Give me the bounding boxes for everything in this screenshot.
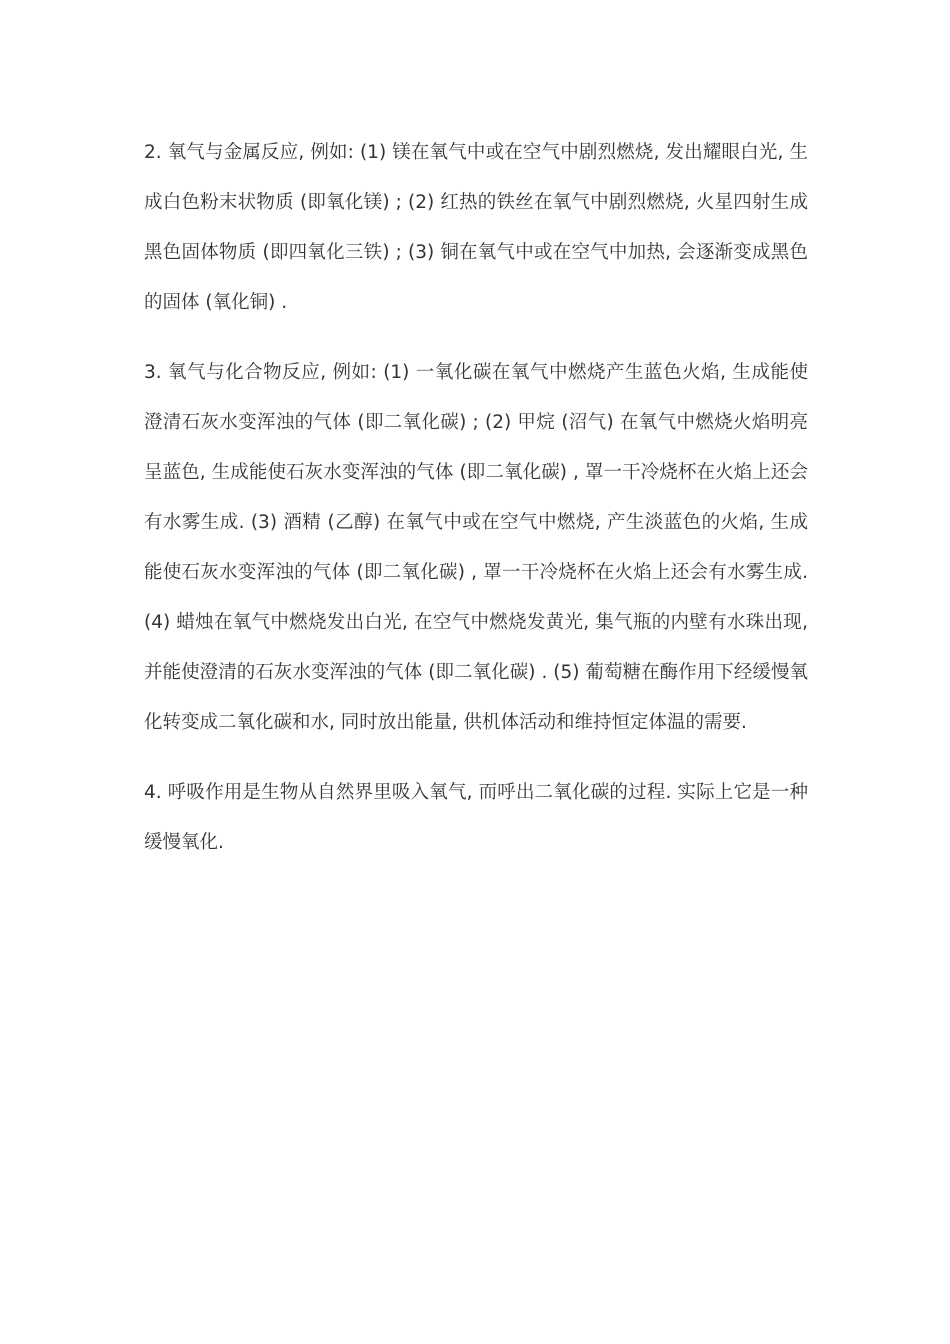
document-body: [144, 128, 808, 868]
paragraph-respiration: 4. 呼吸作用是生物从自然界里吸入氧气, 而呼出二氧化碳的过程. 实际上它是一种缓慢氧化.: [144, 782, 808, 853]
paragraph-compound-reactions: 3. 氧气与化合物反应, 例如: (1) 一氧化碳在氧气中燃烧产生蓝色火焰, 生成能使澄清石灰水变浑浊的气体 (即二氧化碳) ; (2) 甲烷 (沼气) 在氧气中燃烧火焰明亮呈蓝色, 生成能使石灰水变浑浊的气体 (即二氧化碳) , 罩一干冷烧杯在火焰上还会有水雾生成. (3) 酒精 (乙醇) 在氧气中或在空气中燃烧, 产生淡蓝色的火焰, 生成能使石灰水变浑浊的气体 (即二氧化碳) , 罩一干冷烧杯在火焰上还会有水雾生成. (4) 蜡烛在氧气中燃烧发出白光, 在空气中燃烧发黄光, 集气瓶的内壁有水珠出现, 并能使澄清的石灰水变浑浊的气体 (即二氧化碳) . (5) 葡萄糖在酶作用下经缓慢氧化转变成二氧化碳和水, 同时放出能量, 供机体活动和维持恒定体温的需要.: [144, 362, 808, 733]
paragraph-metal-reactions: 2. 氧气与金属反应, 例如: (1) 镁在氧气中或在空气中剧烈燃烧, 发出耀眼白光, 生成白色粉末状物质 (即氧化镁) ; (2) 红热的铁丝在氧气中剧烈燃烧, 火星四射生成黑色固体物质 (即四氧化三铁) ; (3) 铜在氧气中或在空气中加热, 会逐渐变成黑色的固体 (氧化铜) .: [144, 142, 808, 313]
